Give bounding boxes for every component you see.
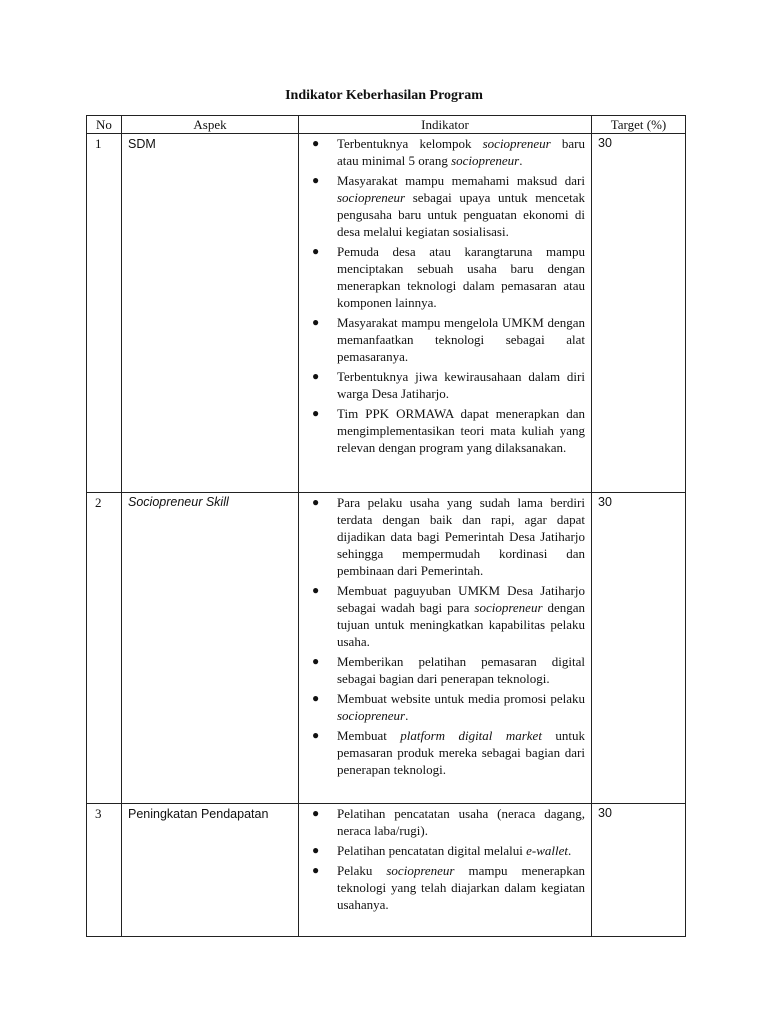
document-title: Indikator Keberhasilan Program xyxy=(285,88,483,103)
bullet-icon: ● xyxy=(312,728,320,742)
indicator-item xyxy=(304,690,587,724)
indicator-item xyxy=(304,805,587,839)
indicator-text: Masyarakat mampu memahami maksud dari xyxy=(337,173,585,188)
bullet-icon: ● xyxy=(312,654,320,668)
bullet-icon: ● xyxy=(312,244,320,258)
indicator-item xyxy=(304,405,587,456)
bullet-icon: ● xyxy=(312,843,320,857)
header-no: No xyxy=(87,116,122,134)
row-indicators xyxy=(299,804,592,937)
row-number: 1 xyxy=(87,134,122,493)
indicator-text: sociopreneur xyxy=(451,153,520,168)
row-aspect: Sociopreneur Skill xyxy=(122,493,299,804)
indicator-item xyxy=(304,243,587,311)
indicator-text: Terbentuknya kelompok xyxy=(337,136,483,151)
aspect-label: Peningkatan Pendapatan xyxy=(128,807,269,821)
indicator-item xyxy=(304,135,587,169)
indicator-list xyxy=(304,494,587,778)
indicator-text: Memberikan pelatihan pemasaran digital sebagai bagian dari penerapan teknologi. xyxy=(337,654,585,686)
indicator-item xyxy=(304,368,587,402)
bullet-icon: ● xyxy=(312,583,320,597)
aspect-label: SDM xyxy=(128,137,156,151)
indicator-table xyxy=(86,115,686,937)
indicator-text: Para pelaku usaha yang sudah lama berdiri terdata dengan baik dan rapi, agar dapat dijadikan data bagi Pemerintah Desa Jatiharjo sehingga mempermudah kordinasi dan pembinaan dari Pemerintah. xyxy=(337,495,585,578)
bullet-icon: ● xyxy=(312,691,320,705)
indicator-text: Pelaku xyxy=(337,863,387,878)
row-target: 30 xyxy=(592,804,686,937)
indicator-text: Tim PPK ORMAWA dapat menerapkan dan mengimplementasikan teori mata kuliah yang relevan dengan program yang dilaksanakan. xyxy=(337,406,585,455)
indicator-text: baru atau minimal 5 orang xyxy=(337,136,585,168)
indicator-text: Membuat website untuk media promosi pelaku xyxy=(337,691,585,706)
indicator-text: Masyarakat mampu mengelola UMKM dengan memanfaatkan teknologi sebagai alat pemasaranya. xyxy=(337,315,585,364)
indicator-list xyxy=(304,805,587,913)
indicator-text: untuk pemasaran produk mereka sebagai bagian dari penerapan teknologi. xyxy=(337,728,585,777)
indicator-item xyxy=(304,172,587,240)
indicator-item xyxy=(304,653,587,687)
indicator-text: sociopreneur xyxy=(474,600,543,615)
bullet-icon: ● xyxy=(312,806,320,820)
indicator-text: . xyxy=(405,708,409,723)
indicator-item xyxy=(304,494,587,579)
indicator-text: sociopreneur xyxy=(337,708,406,723)
indicator-text: mampu menerapkan teknologi yang telah diajarkan dalam kegiatan usahanya. xyxy=(337,863,585,912)
indicator-item xyxy=(304,314,587,365)
header-target: Target (%) xyxy=(592,116,686,134)
row-number: 3 xyxy=(87,804,122,937)
indicator-text: . xyxy=(568,843,572,858)
indicator-text: platform digital market xyxy=(400,728,542,743)
row-number: 2 xyxy=(87,493,122,804)
bullet-icon: ● xyxy=(312,406,320,420)
row-indicators xyxy=(299,134,592,493)
indicator-text: sebagai upaya untuk mencetak pengusaha baru untuk penguatan ekonomi di desa melalui kegiatan sosialisasi. xyxy=(337,190,585,239)
row-target: 30 xyxy=(592,493,686,804)
indicator-text: sociopreneur xyxy=(386,863,455,878)
row-aspect xyxy=(122,804,299,937)
indicator-item xyxy=(304,842,587,859)
bullet-icon: ● xyxy=(312,136,320,150)
indicator-item xyxy=(304,727,587,778)
table-header-row xyxy=(87,116,686,134)
bullet-icon: ● xyxy=(312,369,320,383)
indicator-text: Membuat xyxy=(337,728,401,743)
indicator-list xyxy=(304,135,587,456)
indicator-text: Terbentuknya jiwa kewirausahaan dalam diri warga Desa Jatiharjo. xyxy=(337,369,585,401)
indicator-item xyxy=(304,862,587,913)
indicator-text: Pemuda desa atau karangtaruna mampu menciptakan sebuah usaha baru dengan menerapkan teknologi dalam pemasaran atau komponen lainnya. xyxy=(337,244,585,310)
indicator-text: Pelatihan pencatatan usaha (neraca dagang, neraca laba/rugi). xyxy=(337,806,585,838)
indicator-text: dengan tujuan untuk meningkatkan kapabilitas pelaku usaha. xyxy=(337,600,585,649)
indicator-text: sociopreneur xyxy=(482,136,551,151)
bullet-icon: ● xyxy=(312,863,320,877)
table-row xyxy=(87,804,686,937)
bullet-icon: ● xyxy=(312,315,320,329)
indicator-text: sociopreneur xyxy=(337,190,406,205)
table-row xyxy=(87,134,686,493)
bullet-icon: ● xyxy=(312,495,320,509)
indicator-text: Membuat paguyuban UMKM Desa Jatiharjo sebagai wadah bagi para xyxy=(337,583,585,615)
header-indikator: Indikator xyxy=(299,116,592,134)
row-indicators xyxy=(299,493,592,804)
indicator-text: e-wallet xyxy=(526,843,569,858)
bullet-icon: ● xyxy=(312,173,320,187)
header-aspek: Aspek xyxy=(122,116,299,134)
table-row xyxy=(87,493,686,804)
indicator-item xyxy=(304,582,587,650)
row-aspect xyxy=(122,134,299,493)
row-target: 30 xyxy=(592,134,686,493)
indicator-text: . xyxy=(519,153,523,168)
indicator-text: Pelatihan pencatatan digital melalui xyxy=(337,843,527,858)
